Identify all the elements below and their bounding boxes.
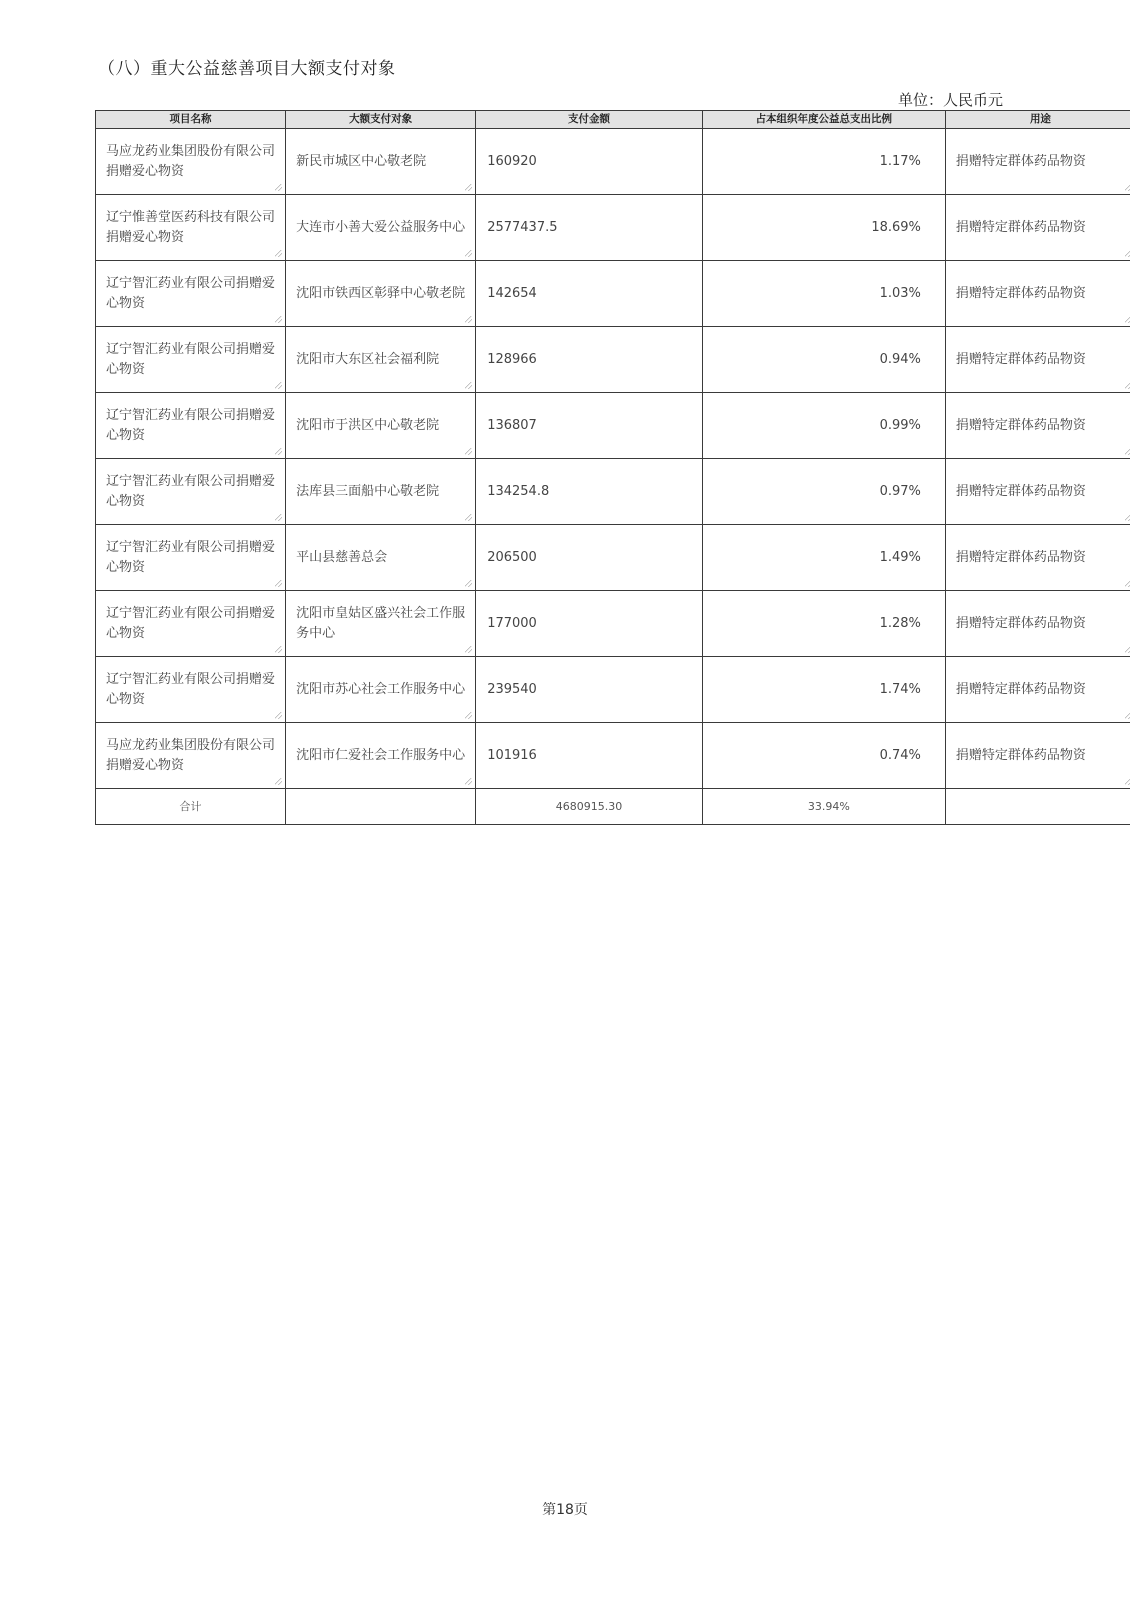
table-row	[96, 327, 1130, 393]
total-purpose-cell	[945, 789, 1130, 825]
header-ratio: 占本组织年度公益总支出比例	[702, 111, 945, 129]
resize-grip-icon	[275, 712, 282, 719]
table-row	[96, 657, 1130, 723]
project-cell[interactable]: 辽宁惟善堂医药科技有限公司捐赠爱心物资	[96, 195, 286, 261]
resize-grip-icon	[465, 778, 472, 785]
resize-grip-icon	[465, 646, 472, 653]
amount-cell[interactable]: 101916	[476, 723, 703, 789]
ratio-cell[interactable]: 0.94%	[702, 327, 945, 393]
total-recipient-cell	[286, 789, 476, 825]
ratio-cell[interactable]: 1.17%	[702, 129, 945, 195]
header-project-name: 项目名称	[96, 111, 286, 129]
resize-grip-icon	[465, 514, 472, 521]
amount-cell[interactable]: 142654	[476, 261, 703, 327]
table-row	[96, 195, 1130, 261]
total-ratio-cell: 33.94%	[702, 789, 945, 825]
resize-grip-icon	[1125, 712, 1130, 719]
recipient-cell[interactable]: 沈阳市苏心社会工作服务中心	[286, 657, 476, 723]
purpose-cell[interactable]: 捐赠特定群体药品物资	[945, 327, 1130, 393]
resize-grip-icon	[465, 580, 472, 587]
total-amount-cell: 4680915.30	[476, 789, 703, 825]
purpose-cell[interactable]: 捐赠特定群体药品物资	[945, 195, 1130, 261]
table-row	[96, 459, 1130, 525]
purpose-cell[interactable]: 捐赠特定群体药品物资	[945, 459, 1130, 525]
resize-grip-icon	[465, 316, 472, 323]
amount-cell[interactable]: 160920	[476, 129, 703, 195]
project-cell[interactable]: 马应龙药业集团股份有限公司捐赠爱心物资	[96, 723, 286, 789]
resize-grip-icon	[1125, 514, 1130, 521]
resize-grip-icon	[1125, 382, 1130, 389]
resize-grip-icon	[275, 580, 282, 587]
table-row	[96, 525, 1130, 591]
recipient-cell[interactable]: 沈阳市仁爱社会工作服务中心	[286, 723, 476, 789]
payment-table	[95, 110, 1130, 825]
ratio-cell[interactable]: 0.74%	[702, 723, 945, 789]
resize-grip-icon	[1125, 580, 1130, 587]
resize-grip-icon	[275, 382, 282, 389]
resize-grip-icon	[275, 184, 282, 191]
amount-cell[interactable]: 134254.8	[476, 459, 703, 525]
table-row	[96, 591, 1130, 657]
ratio-cell[interactable]: 1.74%	[702, 657, 945, 723]
resize-grip-icon	[275, 646, 282, 653]
project-cell[interactable]: 辽宁智汇药业有限公司捐赠爱心物资	[96, 657, 286, 723]
amount-cell[interactable]: 136807	[476, 393, 703, 459]
ratio-cell[interactable]: 1.49%	[702, 525, 945, 591]
section-title: （八）重大公益慈善项目大额支付对象	[98, 59, 396, 79]
ratio-cell[interactable]: 1.03%	[702, 261, 945, 327]
purpose-cell[interactable]: 捐赠特定群体药品物资	[945, 591, 1130, 657]
table-row	[96, 261, 1130, 327]
resize-grip-icon	[1125, 646, 1130, 653]
header-purpose: 用途	[945, 111, 1130, 129]
resize-grip-icon	[1125, 184, 1130, 191]
project-cell[interactable]: 辽宁智汇药业有限公司捐赠爱心物资	[96, 591, 286, 657]
recipient-cell[interactable]: 法库县三面船中心敬老院	[286, 459, 476, 525]
resize-grip-icon	[465, 184, 472, 191]
resize-grip-icon	[1125, 316, 1130, 323]
ratio-cell[interactable]: 0.97%	[702, 459, 945, 525]
ratio-cell[interactable]: 18.69%	[702, 195, 945, 261]
purpose-cell[interactable]: 捐赠特定群体药品物资	[945, 261, 1130, 327]
resize-grip-icon	[1125, 250, 1130, 257]
project-cell[interactable]: 辽宁智汇药业有限公司捐赠爱心物资	[96, 459, 286, 525]
resize-grip-icon	[465, 448, 472, 455]
table-header-row	[96, 111, 1130, 129]
ratio-cell[interactable]: 0.99%	[702, 393, 945, 459]
resize-grip-icon	[275, 250, 282, 257]
amount-cell[interactable]: 239540	[476, 657, 703, 723]
recipient-cell[interactable]: 新民市城区中心敬老院	[286, 129, 476, 195]
purpose-cell[interactable]: 捐赠特定群体药品物资	[945, 129, 1130, 195]
resize-grip-icon	[465, 712, 472, 719]
resize-grip-icon	[275, 778, 282, 785]
unit-label: 单位：人民币元	[898, 91, 1004, 109]
recipient-cell[interactable]: 沈阳市皇姑区盛兴社会工作服务中心	[286, 591, 476, 657]
table-row	[96, 723, 1130, 789]
header-recipient: 大额支付对象	[286, 111, 476, 129]
page-number: 第18页	[542, 1502, 588, 1518]
purpose-cell[interactable]: 捐赠特定群体药品物资	[945, 525, 1130, 591]
purpose-cell[interactable]: 捐赠特定群体药品物资	[945, 393, 1130, 459]
ratio-cell[interactable]: 1.28%	[702, 591, 945, 657]
resize-grip-icon	[275, 514, 282, 521]
amount-cell[interactable]: 177000	[476, 591, 703, 657]
table-row	[96, 129, 1130, 195]
recipient-cell[interactable]: 沈阳市铁西区彰驿中心敬老院	[286, 261, 476, 327]
amount-cell[interactable]: 206500	[476, 525, 703, 591]
resize-grip-icon	[1125, 448, 1130, 455]
project-cell[interactable]: 辽宁智汇药业有限公司捐赠爱心物资	[96, 261, 286, 327]
project-cell[interactable]: 辽宁智汇药业有限公司捐赠爱心物资	[96, 393, 286, 459]
recipient-cell[interactable]: 沈阳市大东区社会福利院	[286, 327, 476, 393]
resize-grip-icon	[275, 316, 282, 323]
resize-grip-icon	[465, 250, 472, 257]
amount-cell[interactable]: 2577437.5	[476, 195, 703, 261]
recipient-cell[interactable]: 沈阳市于洪区中心敬老院	[286, 393, 476, 459]
resize-grip-icon	[465, 382, 472, 389]
purpose-cell[interactable]: 捐赠特定群体药品物资	[945, 657, 1130, 723]
recipient-cell[interactable]: 平山县慈善总会	[286, 525, 476, 591]
amount-cell[interactable]: 128966	[476, 327, 703, 393]
resize-grip-icon	[1125, 778, 1130, 785]
header-amount: 支付金额	[476, 111, 703, 129]
project-cell[interactable]: 马应龙药业集团股份有限公司捐赠爱心物资	[96, 129, 286, 195]
recipient-cell[interactable]: 大连市小善大爱公益服务中心	[286, 195, 476, 261]
table-row	[96, 393, 1130, 459]
total-row	[96, 789, 1130, 825]
resize-grip-icon	[275, 448, 282, 455]
purpose-cell[interactable]: 捐赠特定群体药品物资	[945, 723, 1130, 789]
project-cell[interactable]: 辽宁智汇药业有限公司捐赠爱心物资	[96, 327, 286, 393]
project-cell[interactable]: 辽宁智汇药业有限公司捐赠爱心物资	[96, 525, 286, 591]
total-label-cell: 合计	[96, 789, 286, 825]
